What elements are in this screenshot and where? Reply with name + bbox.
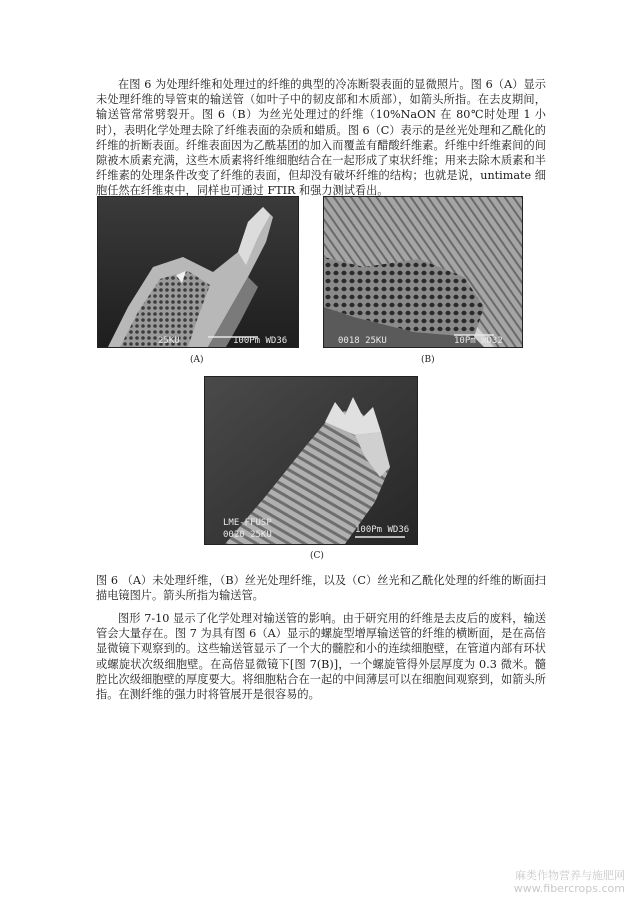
sem-photo-a [97, 196, 299, 348]
photo-b-kv-text: 0018 25KU [338, 336, 387, 346]
figure-6-caption: 图 6 （A）未处理纤维，（B）丝光处理纤维，以及（C）丝光和乙酰化处理的纤维的断面扫描电镜图片。箭头所指为输送管。 [96, 574, 546, 603]
photo-c-lab-text: LME-FFUSP [223, 518, 272, 528]
watermark [514, 869, 625, 895]
sem-photo-c [204, 376, 418, 545]
watermark-chinese: 麻类作物营养与施肥网 [515, 869, 625, 882]
sem-photo-b [323, 196, 523, 348]
watermark-url: www.fibercrops.com [513, 882, 625, 895]
photo-c-kv-text: 0020 25KU [223, 530, 272, 540]
photo-b-scale-text: 10Pm WD32 [454, 336, 503, 346]
label-b: (B) [421, 355, 435, 365]
photo-a-scale-text: 100Pm WD36 [233, 336, 288, 346]
label-a: (A) [190, 355, 204, 365]
paragraph-figure-6-description: 在图 6 为处理纤维和处理过的纤维的典型的冷冻断裂表面的显微照片。图 6（A）显示未处理纤维的导管束的输送管（如叶子中的韧皮部和木质部），如箭头所指。在去皮期间，输送管常常劈裂开。图 6（B）为丝光处理过的纤维（10%NaON 在 80℃时处理 1 小时），表明化学处理去除了纤维表面的杂质和蜡质。图 6（C）表示的是丝光处理和乙酰化的纤维的折断表面。纤维表面因为乙酰基团的加入而覆盖有醋酸纤维素。纤维中纤维素间的间隙被木质素充满，这些木质素将纤维细胞结合在一起形成了束状纤维；用来去除木质素和半纤维素的处理条件改变了纤维的表面，但却没有破坏纤维的结构；也就是说，untimate 细胞任然在纤维束中，同样也可通过 FTIR 和强力测试看出。 [96, 78, 546, 198]
paragraph-figures-7-10: 图形 7-10 显示了化学处理对输送管的影响。由于研究用的纤维是去皮后的废料，输送管会大量存在。图 7 为具有图 6（A）显示的螺旋型增厚输送管的纤维的横断面，是在高倍显微镜下观察到的。这些输送管显示了一个大的髓腔和小的连续细胞壁，在管道内部有环状或螺旋状次级细胞壁。在高倍显微镜下[图 7(B)]，一个螺旋管得外层厚度为 0.3 微米。髓腔比次级细胞壁的厚度要大。将细胞粘合在一起的中间薄层可以在细胞间观察到，如箭头所指。在测纤维的强力时将管展开是很容易的。 [96, 612, 546, 702]
photo-a-kv-text: 25KU [158, 336, 180, 346]
photo-c-scale-text: 100Pm WD36 [355, 525, 410, 535]
label-c: (C) [310, 551, 324, 561]
